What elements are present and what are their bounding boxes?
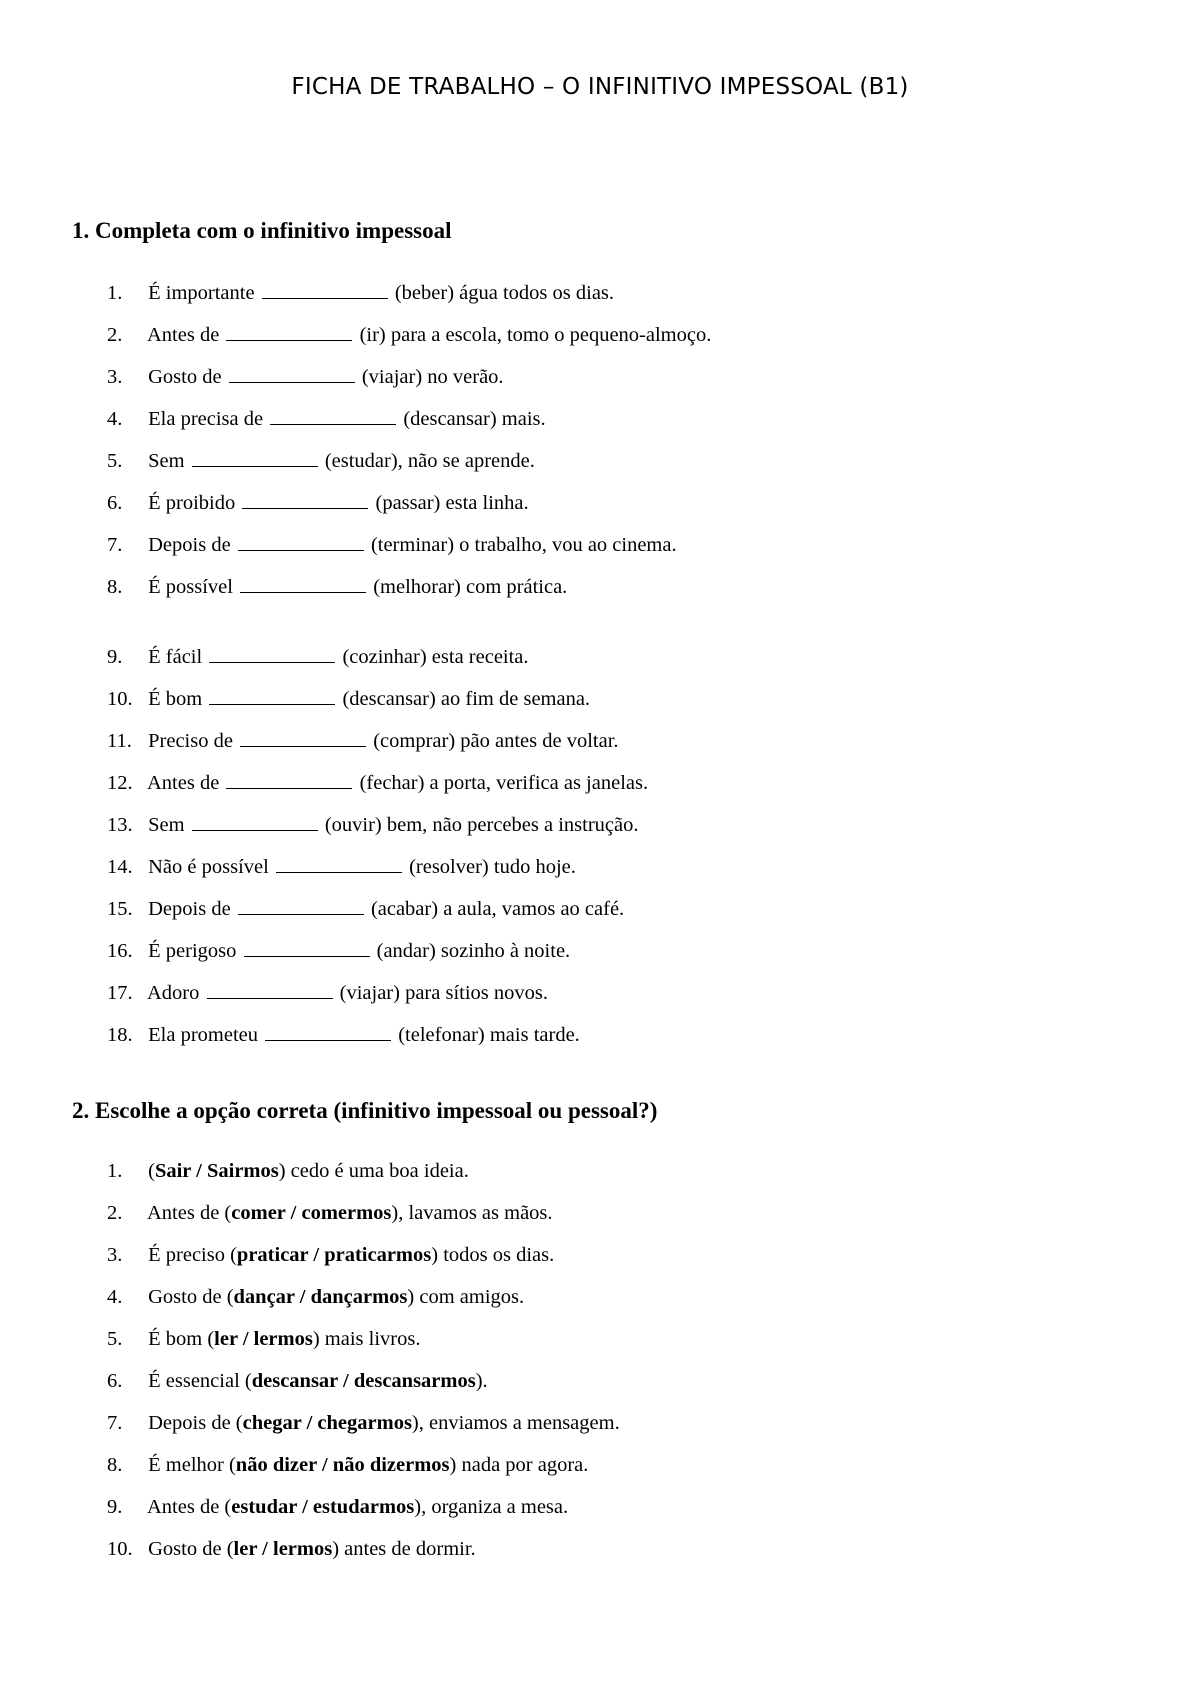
choice-options[interactable]: Sair / Sairmos [154,1160,279,1182]
item-text-after: ) com amigos. [407,1286,525,1308]
exercise-2-item [107,1412,620,1435]
item-text-after: (fechar) a porta, verifica as janelas. [359,772,649,794]
answer-blank[interactable] [276,871,402,873]
item-text-before: Antes de [147,324,220,346]
answer-blank[interactable] [229,381,355,383]
answer-blank[interactable] [226,787,352,789]
item-text-before: Ela prometeu [148,1024,258,1046]
item-number: 12. [107,772,133,794]
answer-blank[interactable] [207,997,333,999]
exercise-1-item [107,730,619,753]
exercise-1-item [107,646,529,669]
item-number: 3. [107,1244,123,1266]
item-text-after: ). [475,1370,488,1392]
choice-options[interactable]: não dizer / não dizermos [235,1454,450,1476]
item-number: 10. [107,1538,133,1560]
answer-blank[interactable] [262,297,388,299]
exercise-1-item [107,856,576,879]
item-text-before: É preciso ( [148,1244,237,1266]
item-text-after: (telefonar) mais tarde. [398,1024,580,1046]
item-text-after: ), enviamos a mensagem. [411,1412,620,1434]
exercise-1-item [107,282,614,305]
item-number: 5. [107,450,123,472]
item-text-after: (comprar) pão antes de voltar. [373,730,619,752]
item-text-before: É possível [148,576,233,598]
item-text-after: (estudar), não se aprende. [324,450,535,472]
item-number: 4. [107,408,123,430]
item-text-after: ), lavamos as mãos. [391,1202,553,1224]
item-number: 8. [107,576,123,598]
answer-blank[interactable] [265,1039,391,1041]
item-number: 8. [107,1454,123,1476]
item-text-before: Sem [148,450,185,472]
item-text-after: ) cedo é uma boa ideia. [278,1160,469,1182]
choice-options[interactable]: descansar / descansarmos [251,1370,476,1392]
item-text-before: É fácil [148,646,203,668]
exercise-2-item [107,1454,588,1477]
answer-blank[interactable] [238,549,364,551]
item-number: 17. [107,982,133,1004]
exercise-1-item [107,450,535,473]
item-text-before: Gosto de [148,366,222,388]
item-text-after: (descansar) ao fim de semana. [342,688,591,710]
choice-options[interactable]: dançar / dançarmos [233,1286,408,1308]
item-text-before: É essencial ( [148,1370,252,1392]
answer-blank[interactable] [192,829,318,831]
page-title: FICHA DE TRABALHO – O INFINITIVO IMPESSOAL (B1) [291,74,909,100]
exercise-1-item [107,492,529,515]
item-text-after: ), organiza a mesa. [414,1496,569,1518]
item-number: 4. [107,1286,123,1308]
item-number: 7. [107,534,123,556]
item-number: 3. [107,366,123,388]
item-text-before: Ela precisa de [148,408,264,430]
answer-blank[interactable] [209,661,335,663]
item-text-before: Gosto de ( [148,1286,234,1308]
choice-options[interactable]: ler / lermos [214,1328,313,1350]
item-text-before: É perigoso [148,940,237,962]
item-number: 6. [107,492,123,514]
item-text-after: (descansar) mais. [403,408,546,430]
item-number: 18. [107,1024,133,1046]
item-text-after: (ouvir) bem, não percebes a instrução. [324,814,639,836]
exercise-2-item [107,1202,553,1225]
exercise-2-item [107,1244,554,1267]
item-number: 5. [107,1328,123,1350]
item-text-after: (resolver) tudo hoje. [409,856,576,878]
item-text-before: É proibido [148,492,236,514]
answer-blank[interactable] [240,591,366,593]
exercise-1-item [107,982,548,1005]
item-number: 14. [107,856,133,878]
item-text-after: ) antes de dormir. [332,1538,476,1560]
item-text-before: É importante [148,282,255,304]
item-text-before: Depois de ( [148,1412,243,1434]
item-number: 16. [107,940,133,962]
item-text-after: (passar) esta linha. [375,492,529,514]
answer-blank[interactable] [270,423,396,425]
item-number: 2. [107,324,123,346]
item-number: 11. [107,730,132,752]
item-text-after: ) mais livros. [312,1328,421,1350]
exercise-1-item [107,534,677,557]
exercise-1-item [107,688,590,711]
exercise-2-item [107,1328,420,1351]
exercise-2-item [107,1370,488,1393]
item-number: 15. [107,898,133,920]
item-text-before: ( [148,1160,155,1182]
exercise-2-item [107,1496,568,1519]
answer-blank[interactable] [238,913,364,915]
exercise-1-item [107,408,546,431]
exercise-1-item [107,1024,580,1047]
item-text-before: Antes de ( [147,1496,232,1518]
item-text-before: Preciso de [148,730,233,752]
exercise-2-item [107,1286,524,1309]
item-text-after: (viajar) no verão. [361,366,504,388]
item-text-before: Antes de ( [147,1202,232,1224]
item-text-after: (cozinhar) esta receita. [342,646,529,668]
item-number: 10. [107,688,133,710]
exercise-2-item [107,1160,469,1183]
item-text-before: É bom ( [148,1328,215,1350]
choice-options[interactable]: comer / comermos [231,1202,392,1224]
section-1-heading: 1. Completa com o infinitivo impessoal [72,218,452,243]
item-text-before: Antes de [147,772,220,794]
item-number: 6. [107,1370,123,1392]
item-text-before: É melhor ( [148,1454,236,1476]
item-text-before: Depois de [148,898,231,920]
item-text-before: É bom [148,688,203,710]
choice-options[interactable]: praticar / praticarmos [236,1244,432,1266]
item-text-before: Gosto de ( [148,1538,234,1560]
item-text-after: (andar) sozinho à noite. [376,940,571,962]
item-text-after: ) todos os dias. [431,1244,555,1266]
exercise-2-item [107,1538,476,1561]
choice-options[interactable]: chegar / chegarmos [242,1412,412,1434]
answer-blank[interactable] [192,465,318,467]
item-text-before: Adoro [147,982,200,1004]
exercise-1-item [107,366,504,389]
exercise-1-item [107,898,624,921]
section-2-heading: 2. Escolhe a opção correta (infinitivo impessoal ou pessoal?) [72,1098,658,1123]
choice-options[interactable]: estudar / estudarmos [231,1496,415,1518]
choice-options[interactable]: ler / lermos [233,1538,333,1560]
item-text-after: (terminar) o trabalho, vou ao cinema. [370,534,677,556]
exercise-1-item [107,814,638,837]
item-text-after: (melhorar) com prática. [373,576,568,598]
item-number: 13. [107,814,133,836]
item-number: 1. [107,282,123,304]
item-text-after: (viajar) para sítios novos. [339,982,549,1004]
exercise-1-item [107,772,648,795]
answer-blank[interactable] [226,339,352,341]
answer-blank[interactable] [240,745,366,747]
answer-blank[interactable] [244,955,370,957]
exercise-1-item [107,940,570,963]
item-text-after: (beber) água todos os dias. [394,282,615,304]
exercise-1-item [107,576,567,599]
item-number: 9. [107,646,123,668]
item-text-before: Não é possível [148,856,269,878]
item-number: 1. [107,1160,123,1182]
answer-blank[interactable] [209,703,335,705]
item-text-after: (acabar) a aula, vamos ao café. [370,898,625,920]
item-text-after: ) nada por agora. [449,1454,589,1476]
item-text-after: (ir) para a escola, tomo o pequeno-almoço. [359,324,712,346]
answer-blank[interactable] [242,507,368,509]
item-text-before: Depois de [148,534,231,556]
item-number: 7. [107,1412,123,1434]
exercise-1-item [107,324,711,347]
item-number: 9. [107,1496,123,1518]
item-number: 2. [107,1202,123,1224]
item-text-before: Sem [148,814,185,836]
